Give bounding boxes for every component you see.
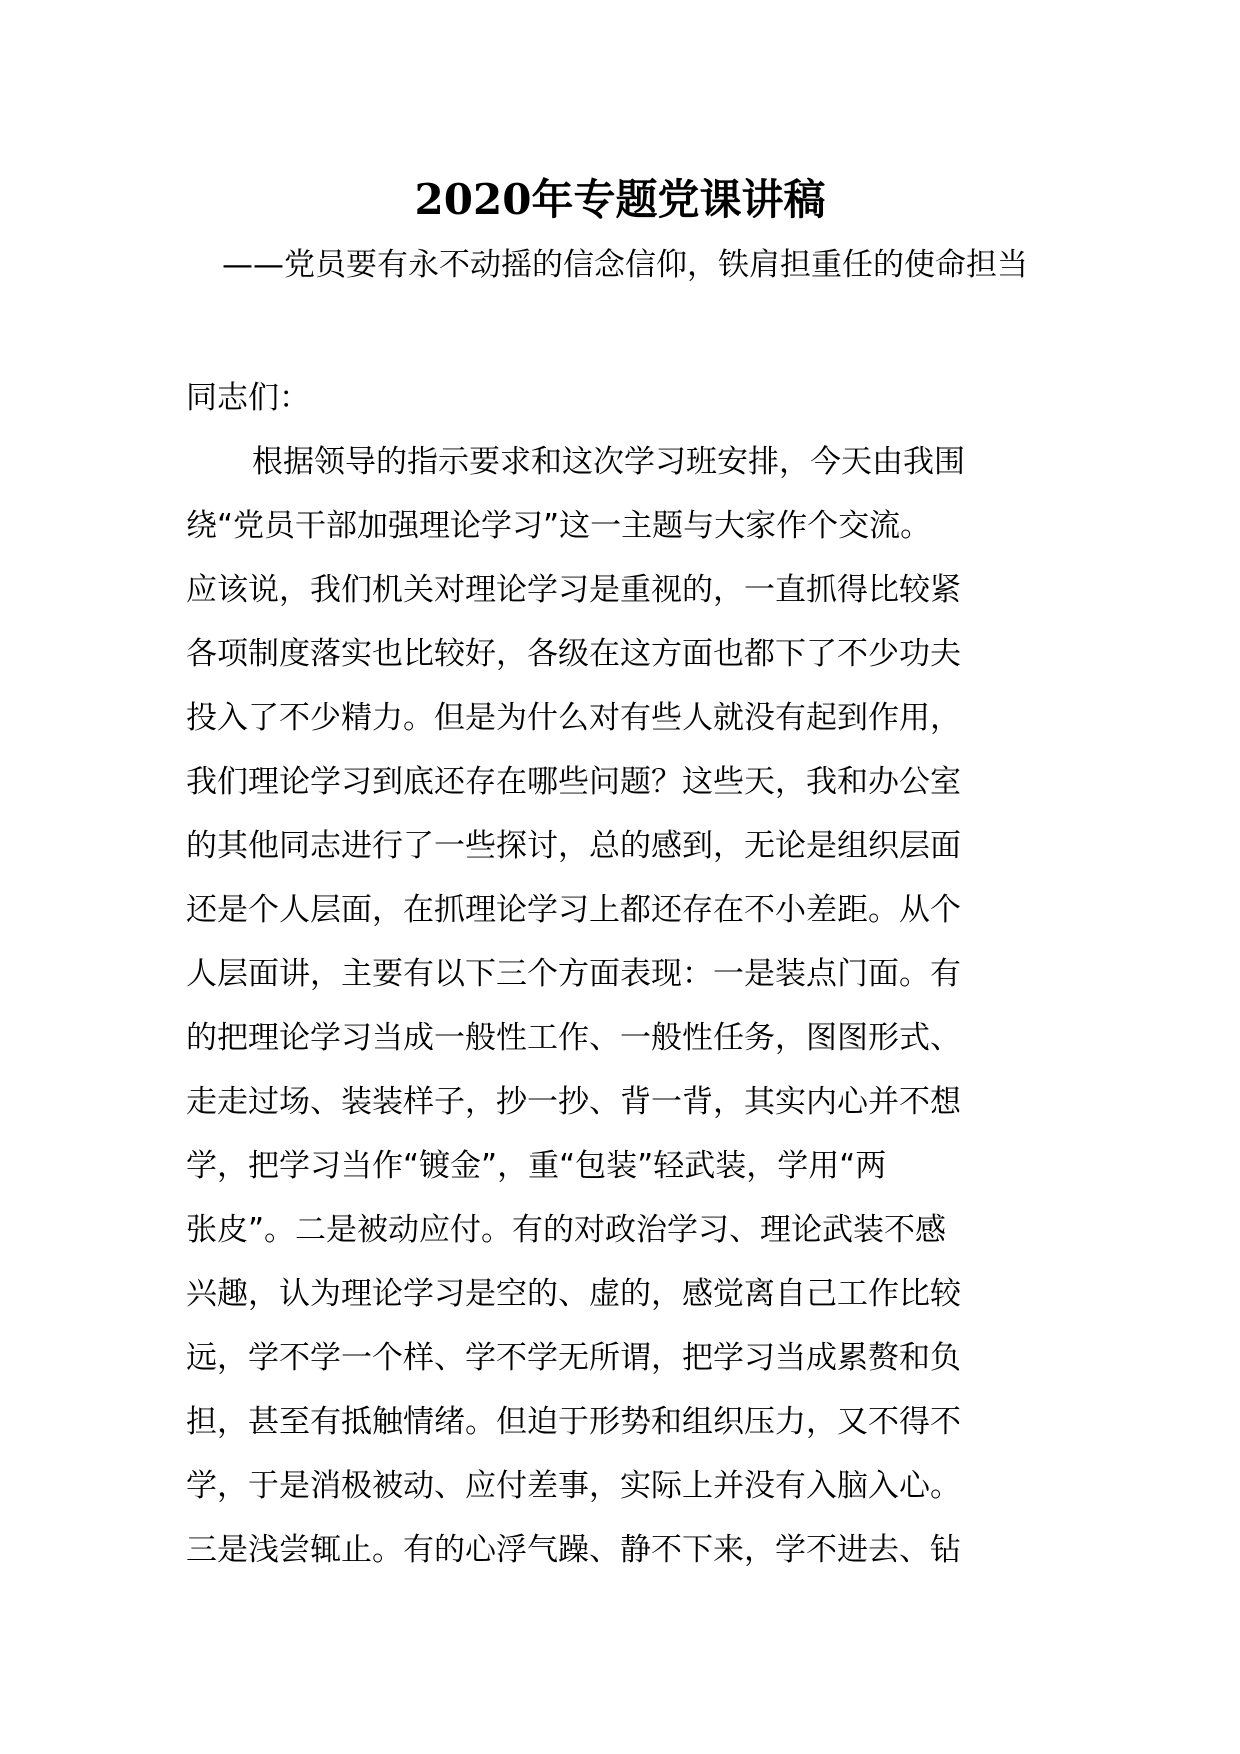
body-line: 应该说，我们机关对理论学习是重视的，一直抓得比较紧 [186, 572, 961, 608]
body-line: 我们理论学习到底还存在哪些问题？这些天，我和办公室 [186, 764, 961, 800]
body-line: 远，学不学一个样、学不学无所谓，把学习当成累赘和负 [186, 1340, 961, 1376]
document-body [186, 366, 1066, 1582]
body-line: 担，甚至有抵触情绪。但迫于形势和组织压力，又不得不 [186, 1404, 961, 1440]
body-line: 投入了不少精力。但是为什么对有些人就没有起到作用， [186, 700, 961, 736]
body-line: 的把理论学习当成一般性工作、一般性任务，图图形式、 [186, 1020, 961, 1056]
body-line: 各项制度落实也比较好，各级在这方面也都下了不少功夫 [186, 636, 961, 672]
body-line: 的其他同志进行了一些探讨，总的感到，无论是组织层面 [186, 828, 961, 864]
body-line: 人层面讲，主要有以下三个方面表现：一是装点门面。有 [186, 956, 961, 992]
body-line: 三是浅尝辄止。有的心浮气躁、静不下来，学不进去、钻 [186, 1532, 961, 1568]
document-title: 2020年专题党课讲稿 [414, 175, 826, 224]
body-line: 绕“党员干部加强理论学习”这一主题与大家作个交流。 [186, 508, 932, 544]
body-line: 兴趣，认为理论学习是空的、虚的，感觉离自己工作比较 [186, 1276, 961, 1312]
body-line: 学，把学习当作“镀金”，重“包装”轻武装，学用“两 [186, 1148, 887, 1184]
salutation: 同志们： [186, 380, 310, 416]
body-line: 张皮”。二是被动应付。有的对政治学习、理论武装不感 [186, 1212, 947, 1248]
body-line: 根据领导的指示要求和这次学习班安排，今天由我围 [252, 444, 965, 480]
body-line: 还是个人层面，在抓理论学习上都还存在不小差距。从个 [186, 892, 961, 928]
body-line: 走走过场、装装样子，抄一抄、背一背，其实内心并不想 [186, 1084, 961, 1120]
body-line: 学，于是消极被动、应付差事，实际上并没有入脑入心。 [186, 1468, 961, 1504]
document-subtitle: ——党员要有永不动摇的信念信仰，铁肩担重任的使命担当 [222, 247, 1028, 283]
